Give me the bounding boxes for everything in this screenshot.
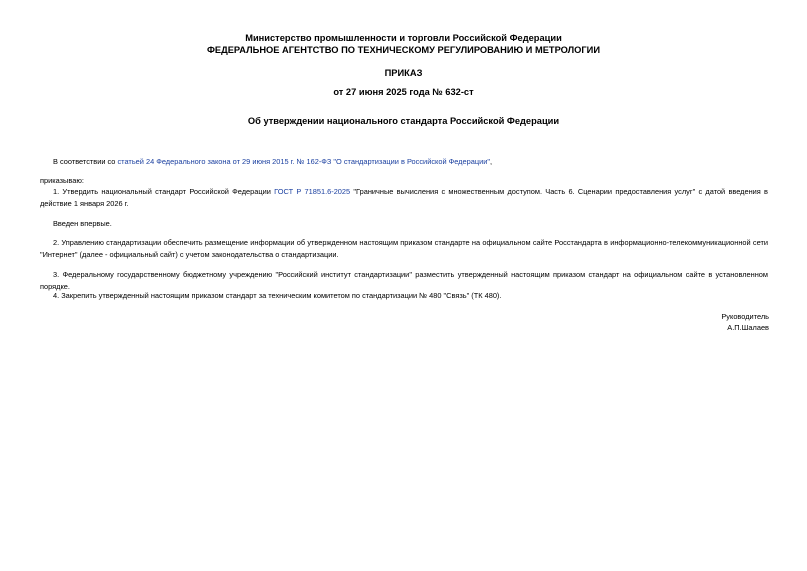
preamble xyxy=(40,156,768,168)
order-word: приказываю: xyxy=(40,176,84,185)
item-3: 3. Федеральному государственному бюджетному учреждению "Российский институт стандартизации" разместить утвержденный настоящим приказом стандарт на официальном сайте в установленном порядке. xyxy=(40,270,768,291)
item-2: 2. Управлению стандартизации обеспечить размещение информации об утвержденном настоящим приказом стандарте на официальном сайте Росстандарта в информационно-телекоммуникационной сети "Интернет" (далее - официальный сайт) с учетом законодательства о стандартизации. xyxy=(40,238,768,259)
law-link[interactable]: статьей 24 Федерального закона от 29 июня 2015 г. № 162-ФЗ "О стандартизации в Российской Федерации" xyxy=(117,157,490,166)
item-1-suffix: "Граничные вычисления с множественным доступом. Часть 6. Сценарии предоставления услуг" с датой введения в действие 1 января 2026 г. xyxy=(40,187,768,208)
subject-title: Об утверждении национального стандарта Российской Федерации xyxy=(247,116,560,126)
introduced-note: Введен впервые. xyxy=(53,219,112,228)
doc-type: ПРИКАЗ xyxy=(384,68,423,78)
preamble-prefix: В соответствии со xyxy=(53,157,118,166)
item-1 xyxy=(40,186,768,209)
item-4: 4. Закрепить утвержденный настоящим приказом стандарт за техническим комитетом по стандартизации № 480 "Связь" (ТК 480). xyxy=(53,291,502,300)
signature-name: А.П.Шалаев xyxy=(727,323,769,332)
preamble-suffix: , xyxy=(489,157,493,166)
agency-title: ФЕДЕРАЛЬНОЕ АГЕНТСТВО ПО ТЕХНИЧЕСКОМУ РЕГУЛИРОВАНИЮ И МЕТРОЛОГИИ xyxy=(206,45,601,55)
ministry-title: Министерство промышленности и торговли Российской Федерации xyxy=(245,33,562,43)
date-number: от 27 июня 2025 года № 632-ст xyxy=(333,87,474,97)
item-1-prefix: 1. Утвердить национальный стандарт Российской Федерации xyxy=(53,187,275,196)
signature-position: Руководитель xyxy=(721,312,769,321)
gost-link[interactable]: ГОСТ Р 71851.6-2025 xyxy=(274,187,351,196)
